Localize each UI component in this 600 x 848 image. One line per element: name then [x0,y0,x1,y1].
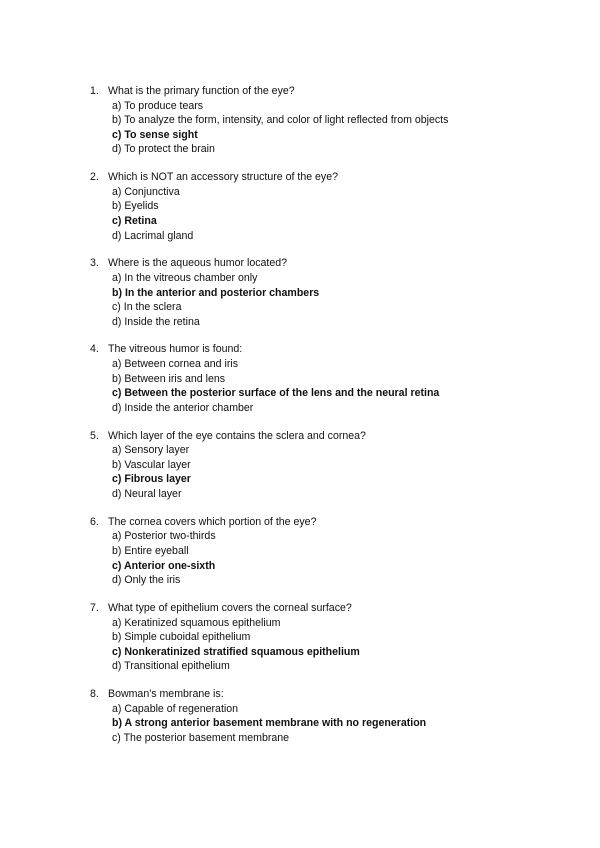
answer-option: a) Posterior two-thirds [112,530,216,543]
question-number: 2. [90,171,99,184]
answer-option: b) Entire eyeball [112,544,189,557]
question-number: 3. [90,257,99,270]
answer-option: a) In the vitreous chamber only [112,271,258,284]
question-text: Which is NOT an accessory structure of the eye? [108,171,339,184]
question-line [90,515,570,530]
question-number: 1. [90,85,99,97]
question-text: What is the primary function of the eye? [108,85,295,97]
answer-option: d) Neural layer [112,488,182,500]
question-item [90,84,570,157]
question-number: 5. [90,429,99,442]
question-text: Where is the aqueous humor located? [108,257,288,270]
answer-option: d) To protect the brain [112,143,215,156]
question-text: Bowman's membrane is: [108,688,224,701]
answer-option: a) Keratinized squamous epithelium [112,616,281,629]
question-line [90,170,570,185]
answer-option-correct: c) Fibrous layer [112,473,191,486]
question-item [90,515,570,588]
answer-option: b) Vascular layer [112,458,191,471]
question-number: 4. [90,343,99,356]
question-item [90,429,570,502]
question-number: 8. [90,688,99,701]
answer-option: d) Inside the retina [112,315,200,328]
answer-option-correct: c) Retina [112,214,157,227]
question-line [90,256,570,271]
question-line [90,84,570,99]
question-item [90,601,570,674]
question-item [90,256,570,329]
question-line [90,429,570,444]
answer-option: a) Conjunctiva [112,185,180,198]
answer-option: c) In the sclera [112,301,182,314]
answer-option-correct: c) Nonkeratinized stratified squamous epithelium [112,645,360,658]
answer-option-correct: c) Between the posterior surface of the lens and the neural retina [112,387,440,400]
question-line [90,687,570,702]
answer-option: a) Sensory layer [112,444,190,457]
answer-option: d) Lacrimal gland [112,229,194,242]
question-number: 7. [90,601,99,614]
question-text: The cornea covers which portion of the eye? [108,515,317,528]
answer-option: d) Only the iris [112,574,181,587]
question-item [90,170,570,243]
answer-option: a) Between cornea and iris [112,358,239,371]
answer-option-correct: c) Anterior one-sixth [112,559,216,572]
question-text: Which layer of the eye contains the sclera and cornea? [108,429,366,442]
question-line [90,601,570,616]
answer-option-correct: b) A strong anterior basement membrane with no regeneration [112,717,427,730]
question-list [90,84,570,759]
question-text: The vitreous humor is found: [108,343,243,356]
answer-option: b) Eyelids [112,200,159,213]
answer-option-correct: c) To sense sight [112,128,198,141]
question-number: 6. [90,515,99,528]
question-text: What type of epithelium covers the corneal surface? [108,601,352,614]
answer-option: d) Inside the anterior chamber [112,401,254,414]
question-line [90,342,570,357]
question-item [90,687,570,745]
answer-option: b) Simple cuboidal epithelium [112,631,251,644]
answer-option: c) The posterior basement membrane [112,731,290,744]
answer-option-correct: b) In the anterior and posterior chambers [112,286,320,299]
question-item [90,342,570,415]
answer-option: b) To analyze the form, intensity, and color of light reflected from objects [112,114,449,127]
answer-option: a) Capable of regeneration [112,702,239,715]
answer-option: d) Transitional epithelium [112,660,230,673]
answer-option: a) To produce tears [112,99,204,112]
answer-option: b) Between iris and lens [112,372,226,385]
